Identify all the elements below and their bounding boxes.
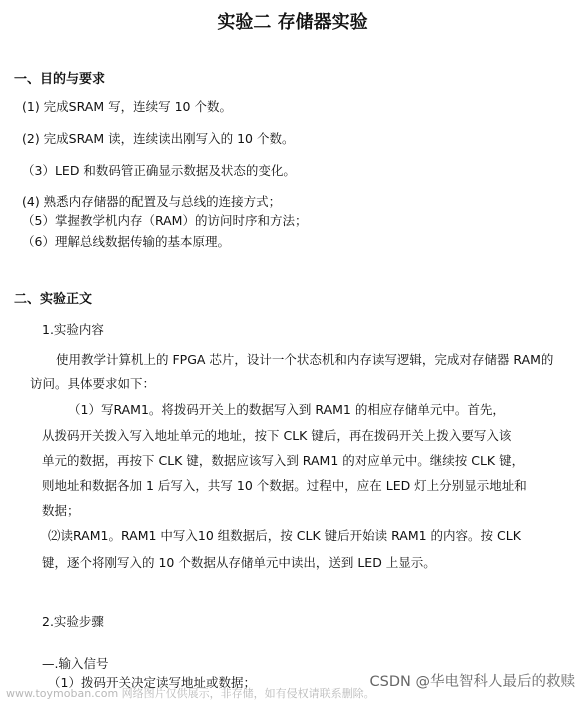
requirement-line: 则地址和数据各加 1 后写入，共写 10 个数据。过程中，应在 LED 灯上分别显示地址和: [42, 478, 527, 493]
paragraph-line: 访问。具体要求如下：: [30, 376, 156, 391]
subheading-input-signal: —.输入信号: [42, 656, 109, 671]
section-heading-objectives: 一、目的与要求: [14, 72, 106, 87]
requirement-line: 从拨码开关拨入写入地址单元的地址，按下 CLK 键后，再在拨码开关上拨入要写入该: [42, 428, 512, 443]
page-title: 实验二 存储器实验: [217, 12, 368, 33]
step-line: （1）拨码开关决定读写地址或数据；: [48, 675, 256, 690]
objective-item: (4) 熟悉内存储器的配置及与总线的连接方式；: [22, 194, 282, 209]
watermark-toymoban: www.toymoban.com 网络图片仅供展示，非存储，如有侵权请联系删除。: [6, 687, 375, 700]
subheading-content: 1.实验内容: [42, 322, 104, 337]
requirement-line: ⑵读RAM1。RAM1 中写入10 组数据后，按 CLK 键后开始读 RAM1 的内容。按 CLK: [48, 528, 521, 543]
watermark-csdn: CSDN @华电智科人最后的救赎: [369, 674, 575, 690]
objective-item: (2) 完成SRAM 读，连续读出刚写入的 10 个数。: [22, 131, 295, 146]
paragraph-line: 使用教学计算机上的 FPGA 芯片，设计一个状态机和内存读写逻辑，完成对存储器 RAM的: [56, 352, 554, 367]
objective-item: （6）理解总线数据传输的基本原理。: [22, 234, 230, 249]
subheading-steps: 2.实验步骤: [42, 614, 104, 629]
requirement-line: 数据；: [42, 503, 80, 518]
requirement-line: 键，逐个将刚写入的 10 个数据从存储单元中读出，送到 LED 上显示。: [42, 555, 436, 570]
requirement-line: （1）写RAM1。将拨码开关上的数据写入到 RAM1 的相应存储单元中。首先，: [68, 402, 505, 417]
objective-item: （5）掌握教学机内存（RAM）的访问时序和方法；: [22, 213, 308, 228]
objective-item: (1) 完成SRAM 写，连续写 10 个数。: [22, 99, 232, 114]
requirement-line: 单元的数据，再按下 CLK 键，数据应该写入到 RAM1 的对应单元中。继续按 CLK 键，: [42, 453, 525, 468]
objective-item: （3）LED 和数码管正确显示数据及状态的变化。: [22, 163, 296, 178]
section-heading-content: 二、实验正文: [14, 292, 93, 307]
